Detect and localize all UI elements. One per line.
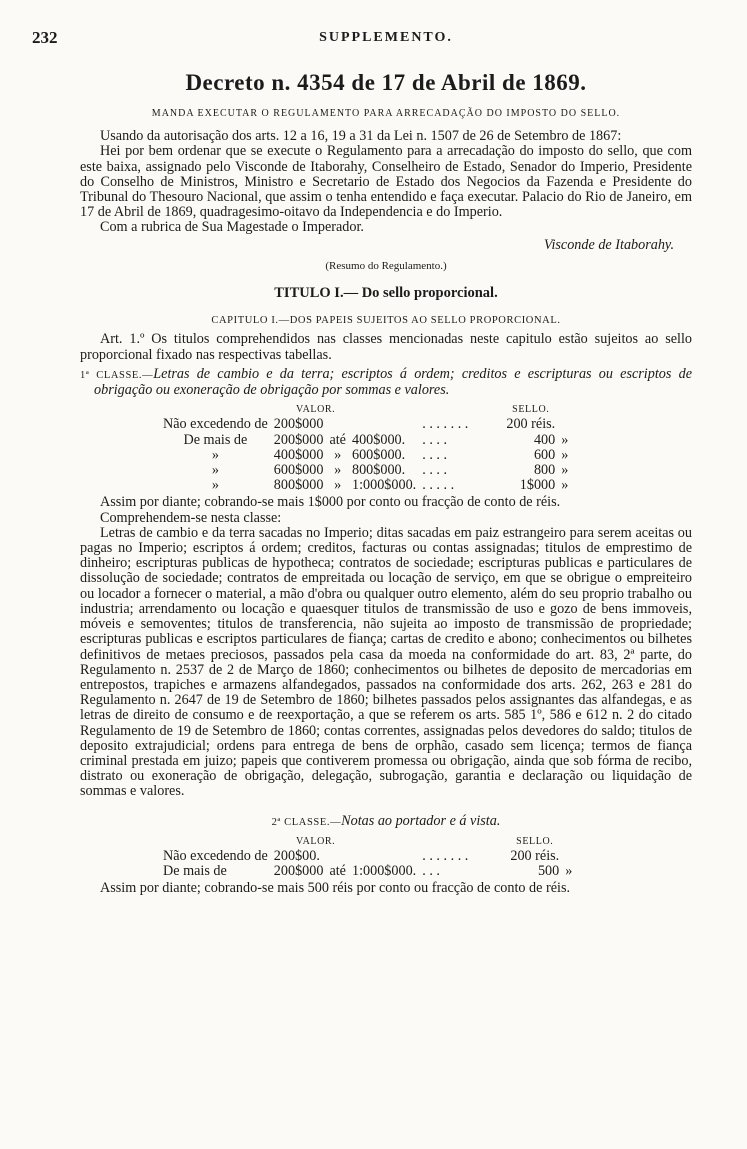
- row-prefix: Não excedendo de: [163, 847, 268, 864]
- article-1: Art. 1.º Os titulos comprehendidos nas classes mencionadas neste capitulo estão sujeitos ao sello proporcional fixado nas respectivas tabellas.: [80, 331, 692, 363]
- decree-title: Decreto n. 4354 de 17 de Abril de 1869.: [185, 70, 587, 95]
- row-mark: »: [561, 431, 569, 448]
- decree-subtitle: MANDA EXECUTAR O REGULAMENTO PARA ARRECADAÇÃO DO IMPOSTO DO SELLO.: [151, 108, 621, 119]
- row-sello: 200 réis.: [510, 847, 560, 864]
- row-to: 1:000$000.: [351, 863, 417, 880]
- row-sello: 1$000: [519, 477, 556, 494]
- preamble-order: Hei por bem ordenar que se execute o Regulamento para a arrecadação do imposto do sello, que com este baixa, assignado pelo Visconde de Itaborahy, Conselheiro de Estado, Senador do Imperio, Presidente do Conselho de Ministros, Ministro e Secretario de Estado dos Negocios da Fazenda e Presidente do Tribunal do Thesouro Nacional, que assim o tenha entendido e faça executar. Palacio do Rio de Janeiro, em 17 de Abril de 1869, quadragesimo-oitavo da Independencia e do Imperio.: [80, 143, 692, 221]
- classe-1-label: 1ª CLASSE.—: [80, 369, 154, 381]
- row-mark: »: [561, 462, 569, 479]
- row-mark: »: [561, 446, 569, 463]
- row-dots: . . . . .: [422, 477, 455, 494]
- row-from: 800$000: [273, 477, 324, 494]
- classe-2-table: [160, 834, 575, 880]
- page: [32, 28, 692, 897]
- row-conj: até: [329, 863, 346, 880]
- row-prefix: »: [211, 462, 219, 479]
- titulo-heading: TITULO I.— Do sello proporcional.: [274, 285, 498, 302]
- classe-1-body: Letras de cambio e da terra sacadas no Imperio; ditas sacadas em paiz estrangeiro para serem aceitas ou pagas no Imperio; escriptos á ordem; creditos, facturas ou contas assignadas; titulos de emprestimo de dinheiro; escripturas publicas de hypotheca; contratos de sociedade; escripturas publicas e particulares de dissolução de sociedade; contratos de empreitada ou locação de serviço, em que se obrigue o empreiteiro ou locador a fornecer o material, a mão d'obra ou qualquer outro elemento, além do seu proprio trabalho ou industria; arrendamento ou locação e quaesquer titulos de transmissão de uso e gozo de bens immoveis, móveis e semoventes; titulos de transferencia, não sujeita ao imposto de transmissão de propriedade; escripturas publicas e escriptos particulares de fiança; cartas de credito e abono; conhecimentos ou bilhetes definitivos de metaes preciosos, passados pela casa da moeda na conformidade do art. 83, 2ª parte, do Regulamento n. 2537 de 2 de Março de 1860; conhecimentos ou bilhetes de deposito de mercadorias em entrepostos, trapiches e armazens alfandegados, passados na conformidade dos arts. 262, 263 e 281 do Regulamento n. 2647 de 19 de Setembro de 1860; bilhetes passados pelos assignantes das alfandegas, e as letras de direito de consumo e de reexportação, a que se referem os arts. 585 1º, 586 e 612 n. 2 do citado Regulamento de 19 de Setembro de 1860; contas correntes, assignadas pelos devedores do saldo; titulos de deposito extrajudicial; ordens para entrega de bens de orphão, casado sem licença; termos de fiança criminal prestada em juizo; papeis que contiverem promessa ou obrigação, ainda que sob fórma de recibo, distrato ou exoneração de obrigação, delegação, subrogação, garantia e declaração ou liquidação de sommas e valores.: [80, 524, 692, 800]
- row-sello: 800: [533, 462, 556, 479]
- classe-1-table: [160, 402, 571, 493]
- row-dots: . . . . . . .: [422, 847, 469, 864]
- row-from: 200$000: [273, 431, 324, 448]
- row-conj: [326, 417, 349, 432]
- row-from: 400$000: [273, 446, 324, 463]
- row-prefix: De mais de: [163, 863, 227, 880]
- row-mark: »: [561, 477, 569, 494]
- row-sello: 200 réis.: [506, 416, 556, 433]
- row-dots: . . . .: [422, 462, 448, 479]
- row-mark: [562, 849, 575, 864]
- col-sello: SELLO.: [516, 835, 554, 847]
- row-dots: . . . .: [422, 431, 448, 448]
- row-to: 800$000.: [351, 462, 406, 479]
- row-dots: . . .: [422, 863, 440, 880]
- row-sello: 500: [537, 863, 560, 880]
- row-mark: »: [565, 863, 573, 880]
- row-to: 1:000$000.: [351, 477, 417, 494]
- row-prefix: »: [211, 446, 219, 463]
- row-prefix: »: [211, 477, 219, 494]
- row-conj: »: [334, 446, 342, 463]
- row-to: 400$000.: [351, 431, 406, 448]
- row-to: [349, 417, 419, 432]
- row-conj: »: [334, 462, 342, 479]
- row-prefix: De mais de: [183, 431, 248, 448]
- page-number: 232: [32, 28, 58, 47]
- classe-2-assim: Assim por diante; cobrando-se mais 500 réis por conto ou fracção de conto de réis.: [100, 880, 571, 897]
- row-from: 200$000: [273, 416, 324, 433]
- rubrica: Com a rubrica de Sua Magestade o Imperador.: [100, 219, 364, 236]
- classe-1-assim: Assim por diante; cobrando-se mais 1$000 por conto ou fracção de conto de réis.: [100, 494, 561, 511]
- classe-2-description: Notas ao portador e á vista.: [341, 812, 501, 829]
- col-sello: SELLO.: [512, 404, 550, 416]
- row-from: 600$000: [273, 462, 324, 479]
- col-valor: VALOR.: [296, 404, 336, 416]
- row-from: 200$000: [273, 863, 324, 880]
- row-sello: 600: [533, 446, 556, 463]
- row-conj: »: [334, 477, 342, 494]
- classe-1-comprehendem: Comprehendem-se nesta classe:: [100, 509, 282, 526]
- table-row: [160, 478, 571, 493]
- table-header-row: [160, 402, 571, 417]
- row-conj: até: [329, 431, 346, 448]
- capitulo-heading: CAPITULO I.—DOS PAPEIS SUJEITOS AO SELLO PROPORCIONAL.: [211, 315, 561, 327]
- classe-1-heading: [80, 367, 692, 398]
- row-sello: 400: [533, 431, 556, 448]
- row-conj: [326, 849, 349, 864]
- classe-2-heading: [80, 814, 692, 830]
- col-valor: VALOR.: [296, 835, 336, 847]
- table-row: [160, 463, 571, 478]
- table-header-row: [160, 834, 575, 849]
- resumo-label: (Resumo do Regulamento.): [325, 259, 447, 272]
- row-dots: . . . . . . .: [422, 416, 469, 433]
- table-row: [160, 448, 571, 463]
- classe-1-description: Letras de cambio e da terra; escriptos á ordem; creditos e escripturas ou escriptos de obrigação ou exoneração de obrigação por sommas e valores.: [94, 365, 692, 399]
- page-header: [32, 28, 692, 54]
- running-head: SUPPLEMENTO.: [319, 30, 453, 45]
- row-from: 200$00.: [273, 847, 320, 864]
- table-row: [160, 433, 571, 448]
- row-mark: [558, 417, 571, 432]
- row-prefix: Não excedendo de: [163, 416, 268, 433]
- signature: Visconde de Itaborahy.: [543, 236, 674, 253]
- preamble-authority: Usando da autorisação dos arts. 12 a 16, 19 a 31 da Lei n. 1507 de 26 de Setembro de 1867:: [100, 128, 622, 145]
- row-to: 600$000.: [351, 446, 406, 463]
- table-row: [160, 417, 571, 432]
- row-dots: . . . .: [422, 446, 448, 463]
- table-row: [160, 849, 575, 864]
- classe-2-label: 2ª CLASSE.—: [271, 816, 342, 828]
- row-to: [349, 849, 419, 864]
- table-row: [160, 864, 575, 879]
